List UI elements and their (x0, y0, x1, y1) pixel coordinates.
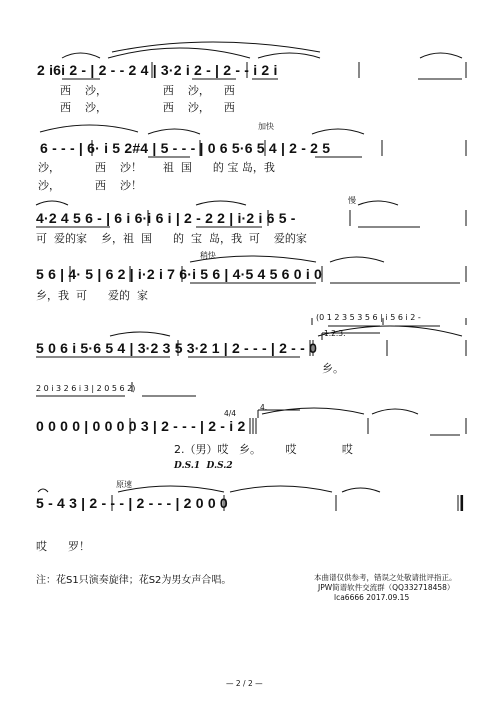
system-6-volta: 4. (260, 403, 268, 412)
system-2-tempo: 加快 (258, 122, 274, 131)
system-7-notes: 5 - 4 3 | 2 - - - | 2 - - - | 2 0 0 0 (36, 495, 228, 511)
system-4-tempo: 稍快 (200, 251, 216, 260)
system-1-notes: 2 i6i 2 - | 2 - - 2 4 | 3·2 i 2 - | 2 - - i 2 i (37, 62, 278, 78)
system-6-notes: 0 0 0 0 | 0 0 0 0 3 | 2 - - - | 2 - i 2 (36, 418, 246, 434)
system-1-lyric-1: 西 沙， 西 沙， 西 (60, 84, 235, 97)
system-3-lyric-1: 可 爱的家 乡，祖 国 的 宝 岛，我 可 爱的家 (36, 232, 307, 245)
system-4-notes: 5 6 | 4· 5 | 6 2 | i·2 i 7 6·i 5 6 | 4·5 4 5 6 0 i 0 (36, 266, 322, 282)
system-5-lyric-1: 乡。 (322, 362, 344, 375)
system-6-lyric-1: 2.（男）哎 乡。 哎 哎 (174, 443, 353, 456)
time-signature: 4/4 (224, 409, 237, 418)
performance-note: 注：花S1只演奏旋律；花S2为男女声合唱。 (36, 575, 232, 586)
system-5-volta: 1.2.3. (324, 329, 346, 338)
system-2-lyric-1: 沙， 西 沙！ 祖 国 的 宝 岛，我 (38, 161, 275, 174)
system-3-notes: 4·2 4 5 6 - | 6 i 6·i 6 i | 2 - 2 2 | i·2 i 6 5 - (36, 210, 296, 226)
credit-line-3: lca6666 2017.09.15 (334, 593, 410, 602)
system-2-notes: 6 - - - | 6· i 5 2#4 | 5 - - - | 0 6 5·6 5 4 | 2 - 2 5 (40, 140, 331, 156)
system-5-upper-part: (0 1 2 3 5 3 5 6 | i 5 6 i 2 - (316, 313, 421, 322)
credit-line-1: 本曲谱仅供参考，错误之处敬请批评指正。 (314, 573, 457, 582)
page-number: — 2 / 2 — (226, 679, 263, 688)
system-4-lyric-1: 乡，我 可 爱的 家 (36, 289, 148, 302)
system-2-lyric-2: 沙， 西 沙！ (38, 179, 142, 192)
system-1-lyric-2: 西 沙， 西 沙， 西 (60, 101, 235, 114)
system-5-notes: 5 0 6 i 5·6 5 4 | 3·2 3 5 3·2 1 | 2 - - - | 2 - - 0 (36, 340, 318, 356)
system-6-upper-part: 2 0 i 3 2 6 i 3 | 2 0 5 6 2) (36, 384, 136, 393)
credit-line-2: JPW简谱软件交流群（QQ332718458） (318, 583, 455, 592)
system-7-lyric-1: 哎 罗！ (36, 540, 90, 553)
system-7-tempo: 原速 (116, 480, 132, 489)
ds-marks: D.S.1 D.S.2 (174, 461, 233, 471)
system-3-tempo: 慢 (348, 196, 356, 205)
